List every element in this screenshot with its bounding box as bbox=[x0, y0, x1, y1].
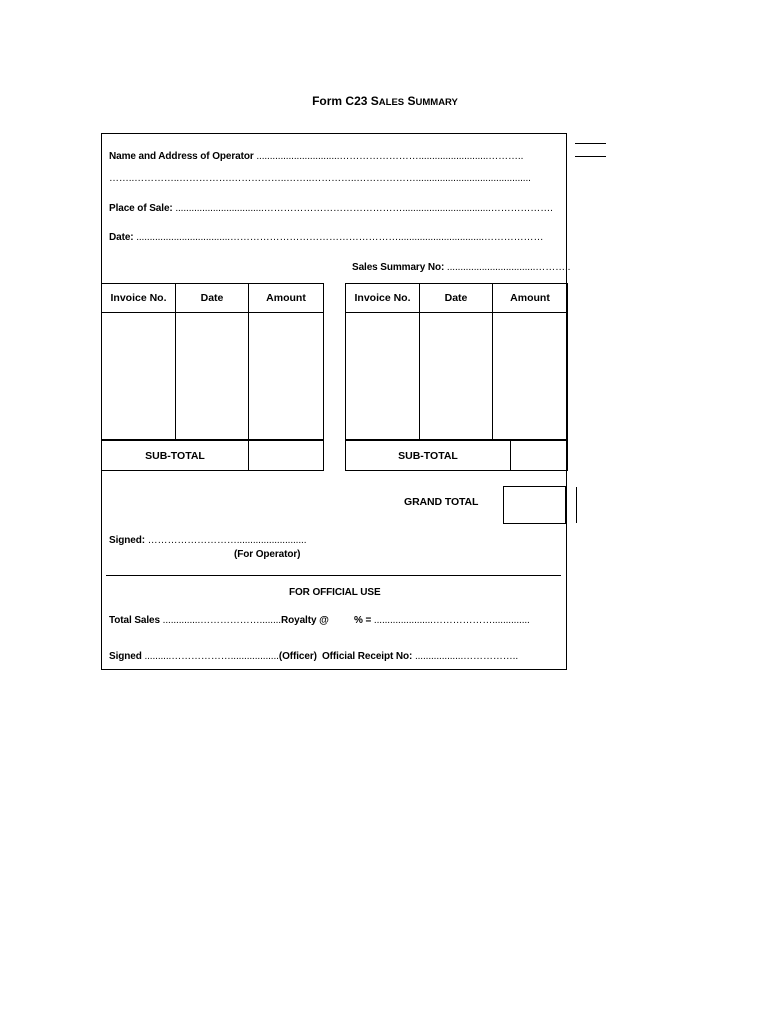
signed-officer-field[interactable] bbox=[109, 651, 317, 662]
total-sales-field[interactable] bbox=[109, 615, 329, 626]
operator-field[interactable] bbox=[109, 151, 523, 162]
date-cell[interactable] bbox=[420, 313, 493, 440]
subtotal-value-right[interactable] bbox=[511, 441, 568, 471]
form-title-summary: SUMMARY bbox=[407, 94, 458, 108]
grand-total-box[interactable] bbox=[503, 486, 566, 524]
total-sales-dots: ..............………………........ bbox=[162, 615, 281, 626]
column-header-invoice-no: Invoice No. bbox=[346, 284, 420, 313]
invoice-table-left bbox=[101, 283, 324, 440]
subtotal-value-left[interactable] bbox=[249, 441, 324, 471]
signed-officer-label: Signed bbox=[109, 651, 142, 662]
place-of-sale-label: Place of Sale: bbox=[109, 203, 173, 214]
invoice-no-cell[interactable] bbox=[346, 313, 420, 440]
signed-officer-dots: ..........……………….................. bbox=[144, 651, 279, 662]
grand-total-label: GRAND TOTAL bbox=[404, 496, 479, 508]
percent-label: % = bbox=[354, 615, 372, 626]
subtotal-row-left bbox=[101, 440, 324, 471]
form-title-prefix: Form C23 bbox=[312, 94, 368, 108]
subtotal-label-left: SUB-TOTAL bbox=[102, 441, 249, 471]
operator-dots: ...............................……………………..........................……….. bbox=[256, 151, 524, 162]
date-field[interactable] bbox=[109, 232, 543, 243]
invoice-no-cell[interactable] bbox=[102, 313, 176, 440]
column-header-date: Date bbox=[176, 284, 249, 313]
sales-summary-no-label: Sales Summary No: bbox=[352, 262, 445, 273]
column-header-amount: Amount bbox=[493, 284, 568, 313]
column-header-date: Date bbox=[420, 284, 493, 313]
signed-dots: ……………………….......................... bbox=[147, 535, 307, 546]
form-title-sales: SALES bbox=[370, 94, 405, 108]
column-header-amount: Amount bbox=[249, 284, 324, 313]
official-receipt-dots: ..................…………….. bbox=[414, 651, 519, 662]
signed-operator-field[interactable] bbox=[109, 535, 306, 546]
signed-label: Signed: bbox=[109, 535, 145, 546]
margin-mark-grand-total bbox=[576, 487, 577, 523]
royalty-label: Royalty @ bbox=[280, 615, 329, 626]
operator-label: Name and Address of Operator bbox=[109, 151, 254, 162]
operator-field-line2[interactable]: ……..…………..…………….……………..……..…………..………………........................................... bbox=[109, 173, 531, 184]
margin-mark-bottom bbox=[575, 156, 606, 157]
margin-mark-top bbox=[575, 143, 606, 144]
official-use-heading: FOR OFFICIAL USE bbox=[289, 587, 381, 598]
subtotal-label-right: SUB-TOTAL bbox=[346, 441, 511, 471]
subtotal-row-right bbox=[345, 440, 568, 471]
for-operator-caption: (For Operator) bbox=[234, 549, 301, 560]
sales-summary-no-dots: .................................……….. bbox=[446, 262, 571, 273]
sales-summary-no-field[interactable] bbox=[352, 262, 570, 273]
date-dots: ...................................……………………………………………................................……………… bbox=[136, 232, 544, 243]
official-separator bbox=[106, 575, 561, 576]
royalty-percent-field[interactable] bbox=[354, 615, 530, 626]
date-label: Date: bbox=[109, 232, 134, 243]
place-of-sale-dots: .................................…………………………………….................................………………. bbox=[175, 203, 553, 214]
amount-cell[interactable] bbox=[493, 313, 568, 440]
invoice-table-right bbox=[345, 283, 568, 440]
form-title bbox=[0, 94, 770, 108]
column-header-invoice-no: Invoice No. bbox=[102, 284, 176, 313]
amount-cell[interactable] bbox=[249, 313, 324, 440]
officer-label: (Officer) bbox=[278, 651, 317, 662]
date-cell[interactable] bbox=[176, 313, 249, 440]
place-of-sale-field[interactable] bbox=[109, 203, 553, 214]
percent-dots: ......................……………….............. bbox=[373, 615, 530, 626]
total-sales-label: Total Sales bbox=[109, 615, 160, 626]
official-receipt-field[interactable] bbox=[322, 651, 518, 662]
official-receipt-label: Official Receipt No: bbox=[322, 651, 413, 662]
